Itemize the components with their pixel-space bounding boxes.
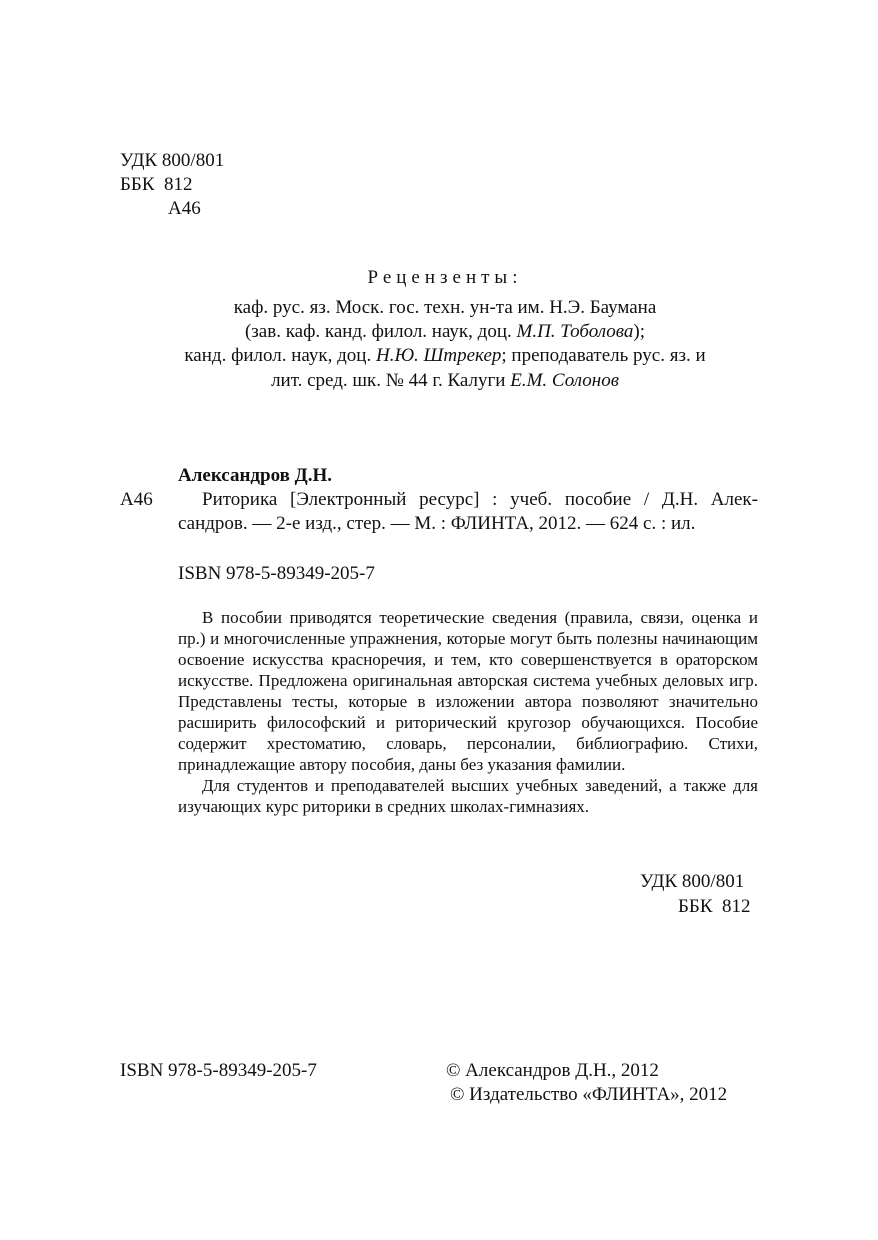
record-description-line: сандров. — 2-е изд., стер. — М. : ФЛИНТА, 2012. — 624 с. : ил. xyxy=(178,513,696,534)
annotation-paragraph: В пособии приводятся теоретические сведения (правила, связи, оценка и пр.) и многочисленные упражнения, которые могут быть полезны начинающим освоение искусства красноречия, и тем, кто совершенствуется в ораторском искусстве. Предложена оригинальная авторская система учебных деловых игр. Представлены тесты, которые в изложении автора позволяют значительно расширить философский и риторический кругозор обучающихся. Пособие содержит хрестоматию, словарь, персоналии, библиографию. Стихи, принадлежащие автору пособия, даны без указания фамилии. xyxy=(178,608,758,774)
reviewers-text: канд. филол. наук, доц. xyxy=(184,345,376,366)
udk-code-bottom: УДК 800/801 xyxy=(640,871,745,892)
copyright-author: © Александров Д.Н., 2012 xyxy=(446,1060,659,1081)
record-code: А46 xyxy=(120,489,153,510)
udk-code: УДК 800/801 xyxy=(120,150,225,171)
copyright-publisher: © Издательство «ФЛИНТА», 2012 xyxy=(450,1084,728,1105)
record-description-line: Риторика [Электронный ресурс] : учеб. пособие / Д.Н. Алек- xyxy=(202,489,758,510)
reviewers-line xyxy=(0,320,878,344)
annotation xyxy=(178,607,758,817)
reviewers-line xyxy=(0,369,878,393)
record-author: Александров Д.Н. xyxy=(178,465,332,486)
reviewer-name: Н.Ю. Штрекер xyxy=(375,345,502,366)
author-mark: А46 xyxy=(168,198,201,219)
reviewer-name: М.П. Тоболова xyxy=(516,321,634,342)
annotation-paragraph: Для студентов и преподавателей высших учебных заведений, а также для изучающих курс риторики в средних школах-гимназиях. xyxy=(178,776,758,816)
bbk-code-bottom: ББК 812 xyxy=(678,896,751,917)
bbk-code: ББК 812 xyxy=(120,174,193,195)
reviewer-name: Е.М. Солонов xyxy=(510,370,619,391)
reviewers-text: (зав. каф. канд. филол. наук, доц. xyxy=(244,321,517,342)
reviewers-line: каф. рус. яз. Моск. гос. техн. ун-та им. Н.Э. Баумана xyxy=(233,297,657,318)
reviewers-text: ; преподаватель рус. яз. и xyxy=(501,345,706,366)
reviewers-title: Рецензенты: xyxy=(367,267,523,288)
reviewers-line xyxy=(0,344,878,368)
reviewers-text: лит. сред. шк. № 44 г. Калуги xyxy=(271,370,511,391)
reviewers-text: ); xyxy=(633,321,646,342)
record-isbn: ISBN 978-5-89349-205-7 xyxy=(178,563,375,584)
footer-isbn: ISBN 978-5-89349-205-7 xyxy=(120,1060,317,1081)
